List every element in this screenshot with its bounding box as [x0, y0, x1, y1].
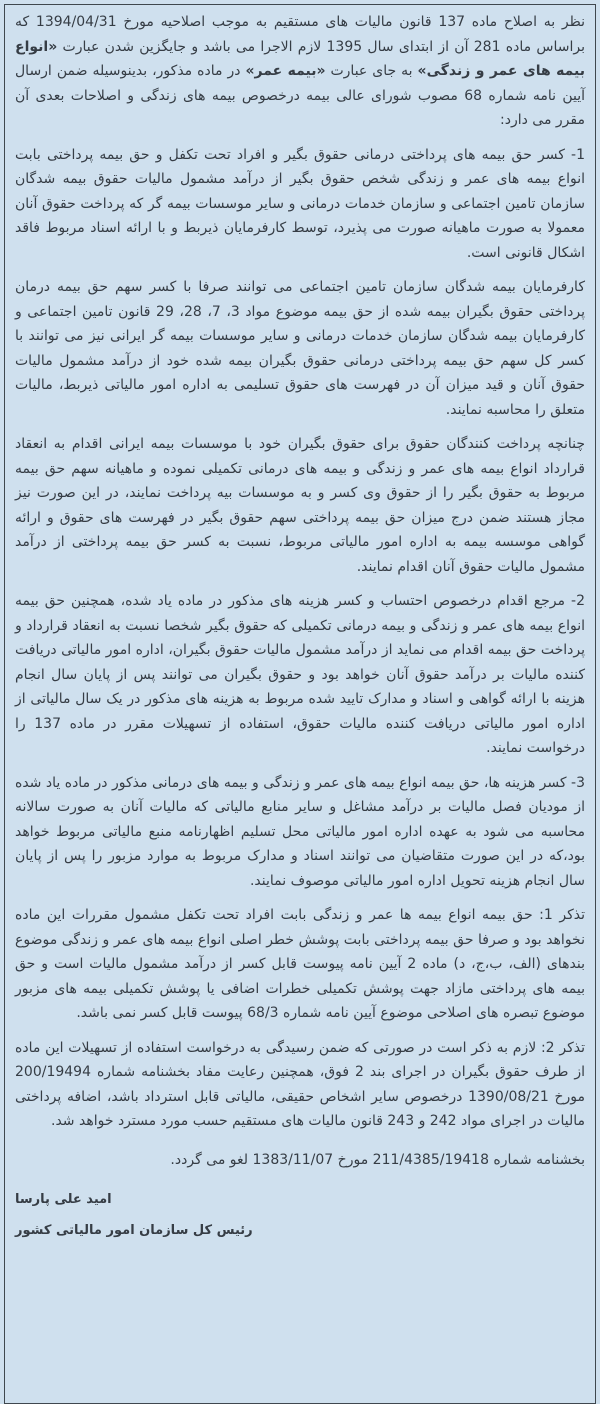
intro-text-3: در ماده مذکور، بدینوسیله ضمن ارسال آیین نامه شماره 68 مصوب شورای عالی بیمه درخصوص بیمه های زندگی و اصلاحات بعدی آن مقرر می دارد:: [15, 63, 585, 128]
signature-block: [15, 1188, 585, 1243]
clause-3-paragraph: 3- کسر هزینه ها، حق بیمه انواع بیمه های عمر و زندگی و بیمه های درمانی مذکور در ماده یاد شده از مودیان فصل مالیات بر درآمد مشاغل و سایر منابع مالیاتی که مالیات آنان به صورت سالانه محاسبه می شود به عهده اداره امور مالیاتی محل تسلیم اظهارنامه منبع مالیاتی مربوط خواهد بود،که در این صورت متقاضیان می توانند اسناد و مدارک مربوط به موارد مزبور را پس از پایان سال انجام هزینه تحویل اداره امور مالیاتی موصوف نمایند.: [15, 774, 585, 889]
signature-title: رئیس کل سازمان امور مالیاتی کشور: [15, 1223, 253, 1238]
revocation-paragraph: بخشنامه شماره 211/4385/19418 مورخ 1383/11/07 لغو می گردد.: [170, 1151, 585, 1168]
employer-contracts-paragraph: چنانچه پرداخت کنندگان حقوق برای حقوق بگیران خود با موسسات بیمه ایرانی اقدام به انعقاد قرارداد انواع بیمه های عمر و زندگی و بیمه های درمانی تکمیلی نموده و ماهیانه سهم حق بیمه مربوط به حقوق بگیر را از حقوق وی کسر و به موسسات بیه پرداخت نمایند، در این صورت نیز مجاز هستند ضمن درج میزان حق بیمه پرداختی سهم حقوق بگیر در فهرست های حقوق و ارائه گواهی موسسه بیمه به اداره امور مالیاتی مربوط، نسبت به کسر حق بیمه پرداختی از درآمد مشمول مالیات حقوق آنان اقدام نمایند.: [15, 436, 585, 575]
signature-name: امید علی پارسا: [15, 1192, 112, 1207]
employers-social-security-paragraph: کارفرمایان بیمه شدگان سازمان تامین اجتماعی می توانند صرفا با کسر سهم حق بیمه درمان پرداختی حقوق بگیران بیمه شده از حق بیمه موضوع مواد 3، 7، 28، 29 قانون تامین اجتماعی و کارفرمایان بیمه شدگان سازمان خدمات درمانی و سایر موسسات بیمه گر ایرانی نیز می توانند با کسر کل سهم حق بیمه پرداختی درمانی حقوق بگیران بیمه شده خود از درآمد مشمول مالیات حقوق آنان و قید میزان آن در فهرست های حقوق تسلیمی به اداره امور مالیاتی ذیربط، مالیات متعلق را محاسبه نمایند.: [15, 279, 586, 418]
intro-paragraph: [15, 10, 585, 133]
document-frame: [4, 4, 596, 1404]
intro-bold-phrase-life-insurance: «انواع بیمه های عمر و زندگی»: [15, 38, 585, 79]
clause-2-paragraph: 2- مرجع اقدام درخصوص احتساب و کسر هزینه های مذکور در ماده یاد شده، همچنین حق بیمه انواع بیمه های عمر و زندگی و بیمه درمانی تکمیلی که حقوق بگیر شخصا نسبت به انعقاد قرارداد و پرداخت حق بیمه اقدام می نماید از درآمد مشمول مالیات حقوق بگیران، اداره امور مالیاتی دریافت کننده مالیات بر درآمد حقوق آنان خواهد بود و حقوق بگیران می توانند پس از پایان سال انجام هزینه با ارائه گواهی و اسناد و مدارک تایید شده مربوط به هزینه های مذکور در یک سال مالیاتی از اداره امور مالیاتی دریافت کننده مالیات حقوق، استفاده از تسهیلات مقرر در ماده 137 را درخواست نمایند.: [15, 593, 586, 756]
note-2-paragraph: تذکر 2: لازم به ذکر است در صورتی که ضمن رسیدگی به درخواست استفاده از تسهیلات این ماده از طرف حقوق بگیران در اجرای بند 2 فوق، همچنین رعایت مفاد بخشنامه شماره 200/19494 مورخ 1390/08/21 درخصوص سایر اشخاص حقیقی، مالیاتی قابل استرداد باشد، اضافه پرداختی مالیات در اجرای مواد 242 و 243 قانون مالیات های مستقیم حسب مورد مسترد خواهد شد.: [15, 1039, 585, 1129]
intro-text-1: نظر به اصلاح ماده 137 قانون مالیات های مستقیم به موجب اصلاحیه مورخ 1394/04/31 که براساس ماده 281 آن از ابتدای سال 1395 لازم الاجرا می باشد و جایگزین شدن عبارت: [15, 14, 585, 55]
clause-1-paragraph: 1- کسر حق بیمه های پرداختی درمانی حقوق بگیر و افراد تحت تکفل و حق بیمه پرداختی بابت انواع بیمه های عمر و زندگی شخص حقوق بگیر از درآمد مشمول مالیات حقوق بیمه شدگان سازمان تامین اجتماعی و سازمان خدمات درمانی و سایر موسسات بیمه گر که پرداخت حقوق آنان معمولا به صورت ماهیانه صورت می پذیرد، توسط کارفرمایان ذیربط و با ارائه اسناد مربوط فاقد اشکال قانونی است.: [15, 146, 585, 261]
intro-text-2: به جای عبارت: [325, 63, 418, 79]
note-1-paragraph: تذکر 1: حق بیمه انواع بیمه ها عمر و زندگی بابت افراد تحت تکفل مشمول مقررات این ماده نخواهد بود و صرفا حق بیمه پرداختی بابت پوشش خطر اصلی انواع بیمه های عمر و زندگی موضوع بندهای (الف، ب،ج، د) ماده 2 آیین نامه پیوست قابل کسر از درآمد مشمول مالیات است و حق بیمه های پرداختی مازاد جهت پوشش تکمیلی خطرات اضافی یا پوشش تکمیلی بیمه های مزبور موضوع تبصره های اصلاحی موضوع آیین نامه شماره 68/3 پیوست قابل کسر نمی باشد.: [15, 907, 585, 1021]
intro-bold-phrase-life-term: «بیمه عمر»: [245, 63, 326, 79]
